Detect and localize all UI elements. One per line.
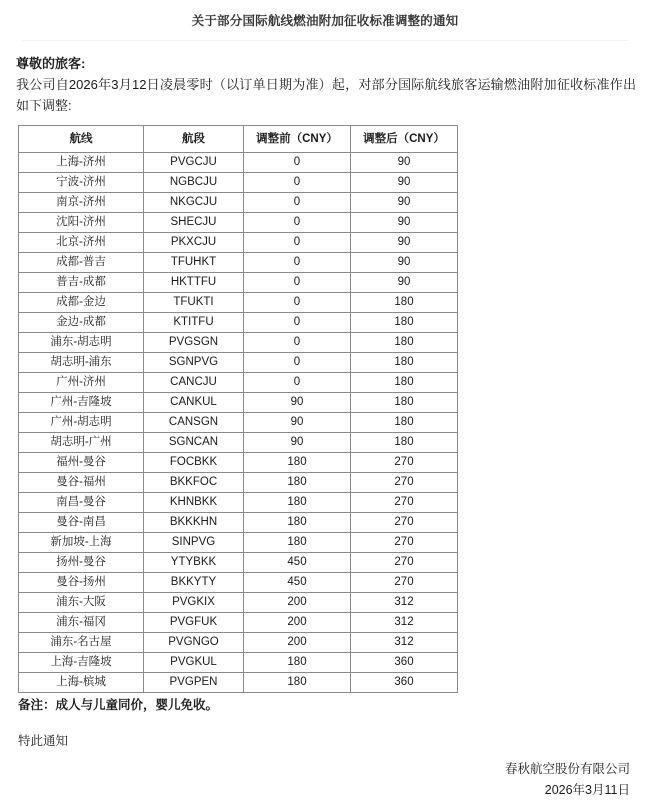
cell-segment: CANCJU <box>144 372 244 392</box>
cell-segment: KHNBKK <box>144 492 244 512</box>
cell-after: 360 <box>351 652 458 672</box>
cell-after: 270 <box>351 512 458 532</box>
table-row <box>19 392 458 412</box>
cell-route: 胡志明-广州 <box>19 432 144 452</box>
cell-before: 0 <box>244 252 351 272</box>
cell-after: 90 <box>351 252 458 272</box>
cell-before: 90 <box>244 392 351 412</box>
table-body <box>19 152 458 692</box>
notice-body <box>0 54 650 801</box>
cell-segment: CANKUL <box>144 392 244 412</box>
cell-after: 270 <box>351 572 458 592</box>
table-row <box>19 212 458 232</box>
page-title: 关于部分国际航线燃油附加征收标准调整的通知 <box>191 14 459 28</box>
cell-route: 南京-济州 <box>19 192 144 212</box>
cell-route: 浦东-名古屋 <box>19 632 144 652</box>
column-header-after: 调整后（CNY） <box>351 125 458 152</box>
table-row <box>19 492 458 512</box>
cell-after: 360 <box>351 672 458 692</box>
table-row <box>19 552 458 572</box>
cell-route: 曼谷-南昌 <box>19 512 144 532</box>
cell-route: 胡志明-浦东 <box>19 352 144 372</box>
cell-before: 180 <box>244 452 351 472</box>
remark-note: 备注：成人与儿童同价，婴儿免收。 <box>18 697 219 712</box>
cell-route: 广州-济州 <box>19 372 144 392</box>
cell-before: 180 <box>244 672 351 692</box>
cell-after: 312 <box>351 632 458 652</box>
cell-segment: SGNPVG <box>144 352 244 372</box>
cell-after: 90 <box>351 232 458 252</box>
cell-segment: PKXCJU <box>144 232 244 252</box>
fuel-surcharge-table <box>18 125 458 693</box>
cell-before: 0 <box>244 152 351 172</box>
cell-before: 450 <box>244 552 351 572</box>
cell-after: 270 <box>351 472 458 492</box>
cell-after: 90 <box>351 192 458 212</box>
cell-route: 金边-成都 <box>19 312 144 332</box>
cell-route: 浦东-福冈 <box>19 612 144 632</box>
cell-route: 沈阳-济州 <box>19 212 144 232</box>
table-row <box>19 232 458 252</box>
table-row <box>19 252 458 272</box>
cell-after: 90 <box>351 212 458 232</box>
cell-after: 180 <box>351 332 458 352</box>
table-row <box>19 172 458 192</box>
table-row <box>19 672 458 692</box>
cell-before: 0 <box>244 372 351 392</box>
cell-after: 180 <box>351 412 458 432</box>
cell-before: 200 <box>244 592 351 612</box>
cell-segment: BKKFOC <box>144 472 244 492</box>
cell-route: 广州-胡志明 <box>19 412 144 432</box>
cell-segment: SGNCAN <box>144 432 244 452</box>
table-row <box>19 512 458 532</box>
cell-route: 南昌-曼谷 <box>19 492 144 512</box>
closing-line: 特此通知 <box>18 734 69 749</box>
table-row <box>19 652 458 672</box>
table-header-row <box>19 125 458 152</box>
cell-route: 新加坡-上海 <box>19 532 144 552</box>
cell-before: 180 <box>244 652 351 672</box>
cell-route: 福州-曼谷 <box>19 452 144 472</box>
table-row <box>19 272 458 292</box>
cell-segment: CANSGN <box>144 412 244 432</box>
cell-route: 成都-金边 <box>19 292 144 312</box>
table-row <box>19 152 458 172</box>
table-row <box>19 352 458 372</box>
notice-date: 2026年3月11日 <box>544 783 630 798</box>
cell-after: 312 <box>351 612 458 632</box>
cell-after: 180 <box>351 392 458 412</box>
cell-before: 180 <box>244 492 351 512</box>
cell-segment: BKKKHN <box>144 512 244 532</box>
cell-route: 浦东-胡志明 <box>19 332 144 352</box>
cell-segment: SINPVG <box>144 532 244 552</box>
cell-route: 扬州-曼谷 <box>19 552 144 572</box>
cell-before: 0 <box>244 212 351 232</box>
cell-after: 90 <box>351 272 458 292</box>
cell-after: 180 <box>351 292 458 312</box>
cell-before: 180 <box>244 472 351 492</box>
column-header-route: 航线 <box>19 125 144 152</box>
cell-route: 普吉-成都 <box>19 272 144 292</box>
cell-segment: NKGCJU <box>144 192 244 212</box>
column-header-before: 调整前（CNY） <box>244 125 351 152</box>
cell-segment: PVGKUL <box>144 652 244 672</box>
table-row <box>19 592 458 612</box>
cell-route: 北京-济州 <box>19 232 144 252</box>
cell-before: 180 <box>244 532 351 552</box>
table-row <box>19 632 458 652</box>
cell-route: 宁波-济州 <box>19 172 144 192</box>
cell-segment: TFUHKT <box>144 252 244 272</box>
cell-before: 450 <box>244 572 351 592</box>
cell-after: 270 <box>351 552 458 572</box>
cell-segment: FOCBKK <box>144 452 244 472</box>
signature-block <box>16 759 640 800</box>
cell-segment: PVGNGO <box>144 632 244 652</box>
cell-before: 90 <box>244 412 351 432</box>
cell-before: 0 <box>244 272 351 292</box>
cell-after: 270 <box>351 492 458 512</box>
cell-after: 90 <box>351 152 458 172</box>
table-row <box>19 532 458 552</box>
title-divider <box>22 40 628 41</box>
cell-after: 180 <box>351 372 458 392</box>
cell-segment: TFUKTI <box>144 292 244 312</box>
intro-paragraph: 我公司自2026年3月12日凌晨零时（以订单日期为准）起，对部分国际航线旅客运输燃油附加征收标准作出如下调整: <box>16 77 636 113</box>
table-row <box>19 472 458 492</box>
cell-segment: BKKYTY <box>144 572 244 592</box>
cell-route: 上海-槟城 <box>19 672 144 692</box>
salutation: 尊敬的旅客: <box>16 56 86 71</box>
cell-segment: PVGCJU <box>144 152 244 172</box>
cell-after: 180 <box>351 432 458 452</box>
cell-route: 广州-吉隆坡 <box>19 392 144 412</box>
cell-route: 曼谷-扬州 <box>19 572 144 592</box>
cell-route: 浦东-大阪 <box>19 592 144 612</box>
cell-segment: PVGKIX <box>144 592 244 612</box>
table-row <box>19 452 458 472</box>
cell-segment: HKTTFU <box>144 272 244 292</box>
company-name: 春秋航空股份有限公司 <box>504 762 630 777</box>
cell-before: 0 <box>244 352 351 372</box>
table-row <box>19 292 458 312</box>
cell-segment: KTITFU <box>144 312 244 332</box>
column-header-segment: 航段 <box>144 125 244 152</box>
cell-before: 200 <box>244 612 351 632</box>
cell-segment: PVGPEN <box>144 672 244 692</box>
cell-segment: PVGSGN <box>144 332 244 352</box>
cell-after: 90 <box>351 172 458 192</box>
table-row <box>19 332 458 352</box>
cell-before: 0 <box>244 292 351 312</box>
table-row <box>19 572 458 592</box>
cell-before: 90 <box>244 432 351 452</box>
cell-segment: NGBCJU <box>144 172 244 192</box>
cell-route: 成都-普吉 <box>19 252 144 272</box>
cell-before: 200 <box>244 632 351 652</box>
cell-after: 180 <box>351 352 458 372</box>
cell-after: 312 <box>351 592 458 612</box>
cell-after: 180 <box>351 312 458 332</box>
cell-segment: SHECJU <box>144 212 244 232</box>
cell-before: 0 <box>244 312 351 332</box>
cell-before: 0 <box>244 332 351 352</box>
cell-after: 270 <box>351 452 458 472</box>
cell-route: 上海-济州 <box>19 152 144 172</box>
table-row <box>19 612 458 632</box>
cell-route: 上海-吉隆坡 <box>19 652 144 672</box>
cell-before: 0 <box>244 172 351 192</box>
table-row <box>19 432 458 452</box>
table-row <box>19 412 458 432</box>
table-row <box>19 312 458 332</box>
cell-segment: YTYBKK <box>144 552 244 572</box>
table-row <box>19 372 458 392</box>
cell-segment: PVGFUK <box>144 612 244 632</box>
cell-before: 180 <box>244 512 351 532</box>
cell-before: 0 <box>244 232 351 252</box>
cell-before: 0 <box>244 192 351 212</box>
table-row <box>19 192 458 212</box>
cell-route: 曼谷-福州 <box>19 472 144 492</box>
cell-after: 270 <box>351 532 458 552</box>
